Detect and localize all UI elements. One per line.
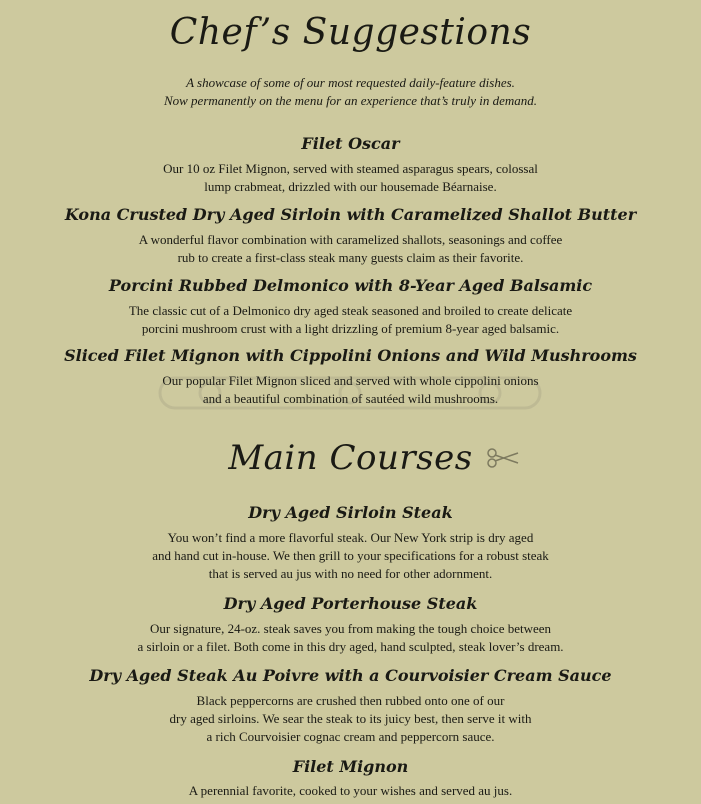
dish-desc-line: a sirloin or a filet. Both come in this dry aged, hand sculpted, steak lover’s dream. bbox=[137, 639, 564, 654]
dish-desc-line: A perennial favorite, cooked to your wishes and served au jus. bbox=[188, 783, 513, 798]
dish-desc-line: Black peppercorns are crushed then rubbed onto one of our bbox=[196, 693, 505, 708]
dish-desc-line: rub to create a first-class steak many guests claim as their favorite. bbox=[177, 250, 524, 265]
dish-desc-line: The classic cut of a Delmonico dry aged steak seasoned and broiled to create delicate bbox=[128, 303, 573, 318]
dish-desc-line: that is served au jus with no need for other adornment. bbox=[208, 566, 493, 581]
scissors-icon bbox=[486, 448, 520, 468]
dish-desc-line: and hand cut in-house. We then grill to your specifications for a robust steak bbox=[152, 548, 549, 563]
dish-desc-line: and a beautiful combination of sautéed wild mushrooms. bbox=[202, 391, 499, 406]
dish-name-sliced-filet-mignon: Sliced Filet Mignon with Cippolini Onions and Wild Mushrooms bbox=[64, 346, 637, 365]
dish-name-kona-crusted-sirloin: Kona Crusted Dry Aged Sirloin with Caramelized Shallot Butter bbox=[64, 205, 637, 224]
watermark-logo-icon bbox=[150, 368, 550, 418]
dish-name-filet-mignon: Filet Mignon bbox=[292, 757, 409, 776]
dish-desc-line: lump crabmeat, drizzled with our housemade Béarnaise. bbox=[204, 179, 497, 194]
main-courses-title: Main Courses bbox=[228, 438, 473, 478]
dish-name-porcini-delmonico: Porcini Rubbed Delmonico with 8-Year Aged Balsamic bbox=[108, 276, 593, 295]
dish-desc-line: You won’t find a more flavorful steak. Our New York strip is dry aged bbox=[167, 530, 534, 545]
dish-desc-line: a rich Courvoisier cognac cream and peppercorn sauce. bbox=[206, 729, 495, 744]
dish-desc-line: dry aged sirloins. We sear the steak to its juicy best, then serve it with bbox=[169, 711, 532, 726]
chefs-intro-line-2: Now permanently on the menu for an experience that’s truly in demand. bbox=[163, 93, 538, 108]
dish-name-dry-aged-sirloin: Dry Aged Sirloin Steak bbox=[248, 503, 453, 522]
chefs-intro-line-1: A showcase of some of our most requested daily-feature dishes. bbox=[186, 75, 515, 90]
dish-desc-line: Our popular Filet Mignon sliced and served with whole cippolini onions bbox=[162, 373, 539, 388]
dish-desc-line: A wonderful flavor combination with caramelized shallots, seasonings and coffee bbox=[138, 232, 563, 247]
dish-desc-line: porcini mushroom crust with a light drizzling of premium 8-year aged balsamic. bbox=[141, 321, 560, 336]
chefs-suggestions-title: Chef’s Suggestions bbox=[169, 12, 532, 53]
dish-name-au-poivre: Dry Aged Steak Au Poivre with a Courvoisier Cream Sauce bbox=[89, 666, 612, 685]
dish-name-porterhouse: Dry Aged Porterhouse Steak bbox=[223, 594, 478, 613]
dish-desc-line: Our signature, 24-oz. steak saves you from making the tough choice between bbox=[149, 621, 552, 636]
dish-desc-line: Our 10 oz Filet Mignon, served with steamed asparagus spears, colossal bbox=[163, 161, 538, 176]
dish-name-filet-oscar: Filet Oscar bbox=[301, 134, 400, 153]
